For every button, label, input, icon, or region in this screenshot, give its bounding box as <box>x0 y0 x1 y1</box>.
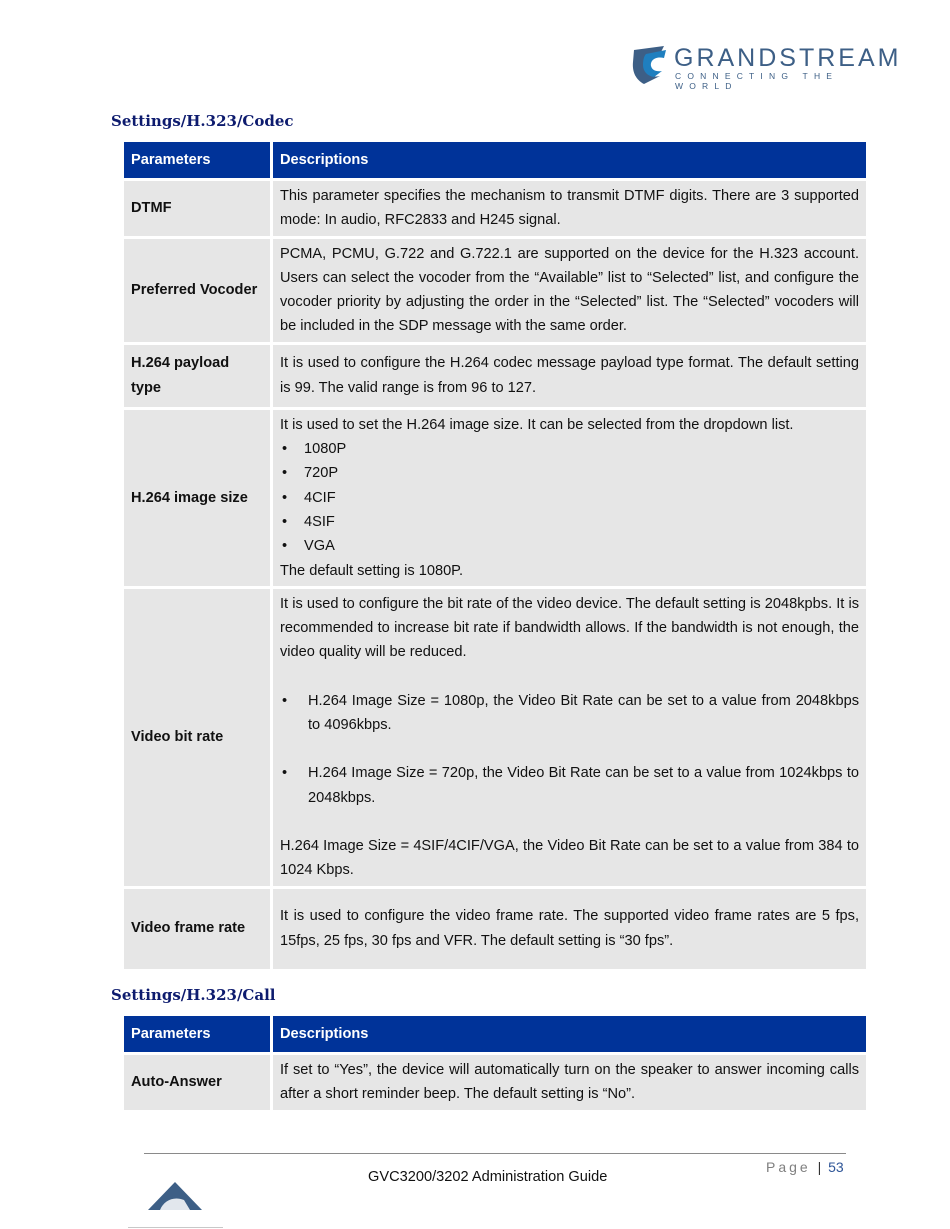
param-description: This parameter specifies the mechanism to transmit DTMF digits. There are 3 supported mode: In audio, RFC2833 and H245 signal. <box>272 180 868 238</box>
grandstream-logo <box>630 44 902 91</box>
list-item: • VGA <box>280 534 859 558</box>
column-header-descriptions: Descriptions <box>272 1015 868 1054</box>
param-name: Auto-Answer <box>123 1054 272 1112</box>
list-item: • H.264 Image Size = 1080p, the Video Bit Rate can be set to a value from 2048kbps to 4096kbps. <box>280 689 859 738</box>
footer-rule <box>128 1227 223 1228</box>
option-list <box>280 689 859 738</box>
footer-logo-icon <box>146 1180 204 1210</box>
section-title-codec: Settings/H.323/Codec <box>111 112 294 130</box>
description-outro: H.264 Image Size = 4SIF/4CIF/VGA, the Video Bit Rate can be set to a value from 384 to 1024 Kbps. <box>280 837 859 879</box>
list-item: • 4SIF <box>280 510 859 534</box>
description-outro: The default setting is 1080P. <box>280 562 464 579</box>
list-item: • 4CIF <box>280 486 859 510</box>
column-header-parameters: Parameters <box>123 1015 272 1054</box>
param-description: PCMA, PCMU, G.722 and G.722.1 are supported on the device for the H.323 account. Users can select the vocoder from the “Available” list to “Selected” list, and configure the vocoder priority by adjusting the order in the “Selected” list. The “Selected” vocoders will be included in the SDP message with the same order. <box>272 237 868 343</box>
param-name: Video frame rate <box>123 887 272 970</box>
param-description <box>272 408 868 587</box>
table-row <box>123 408 868 587</box>
brand-name: GRANDSTREAM <box>674 44 902 72</box>
page-separator: | <box>817 1159 822 1175</box>
table-row <box>123 237 868 343</box>
table-row <box>123 343 868 408</box>
param-description: If set to “Yes”, the device will automatically turn on the speaker to answer incoming calls after a short reminder beep. The default setting is “No”. <box>272 1054 868 1112</box>
list-item: • H.264 Image Size = 720p, the Video Bit Rate can be set to a value from 1024kbps to 2048kbps. <box>280 761 859 810</box>
param-description: It is used to configure the H.264 codec message payload type format. The default setting is 99. The valid range is from 96 to 127. <box>272 343 868 408</box>
description-intro: It is used to configure the bit rate of the video device. The default setting is 2048kpbs. It is recommended to increase bit rate if bandwidth allows. If the bandwidth is not enough, the video quality will be reduced. <box>280 595 859 661</box>
param-name: H.264 image size <box>123 408 272 587</box>
table-row <box>123 887 868 970</box>
page-number <box>766 1159 844 1175</box>
column-header-parameters: Parameters <box>123 141 272 180</box>
section-title-call: Settings/H.323/Call <box>111 986 276 1004</box>
table-header-row <box>123 1015 868 1054</box>
table-row <box>123 180 868 238</box>
table-row <box>123 587 868 887</box>
param-name: DTMF <box>123 180 272 238</box>
column-header-descriptions: Descriptions <box>272 141 868 180</box>
table-header-row <box>123 141 868 180</box>
param-name: H.264 payload type <box>123 343 272 408</box>
param-name: Preferred Vocoder <box>123 237 272 343</box>
call-parameters-table <box>121 1013 869 1113</box>
list-item: • 720P <box>280 461 859 485</box>
page-number-value: 53 <box>828 1159 844 1175</box>
codec-parameters-table <box>121 139 869 972</box>
param-description: It is used to configure the video frame rate. The supported video frame rates are 5 fps, 15fps, 25 fps, 30 fps and VFR. The default setting is “30 fps”. <box>272 887 868 970</box>
param-name: Video bit rate <box>123 587 272 887</box>
page-label: Page <box>766 1159 811 1175</box>
description-intro: It is used to set the H.264 image size. It can be selected from the dropdown list. <box>280 416 794 433</box>
option-list <box>280 761 859 810</box>
footer-divider <box>144 1153 846 1154</box>
list-item: • 1080P <box>280 437 859 461</box>
param-description <box>272 587 868 887</box>
brand-tagline: CONNECTING THE WORLD <box>675 71 839 91</box>
grandstream-logo-icon <box>630 44 670 84</box>
option-list <box>280 437 859 558</box>
table-row <box>123 1054 868 1112</box>
guide-title: GVC3200/3202 Administration Guide <box>368 1169 608 1185</box>
